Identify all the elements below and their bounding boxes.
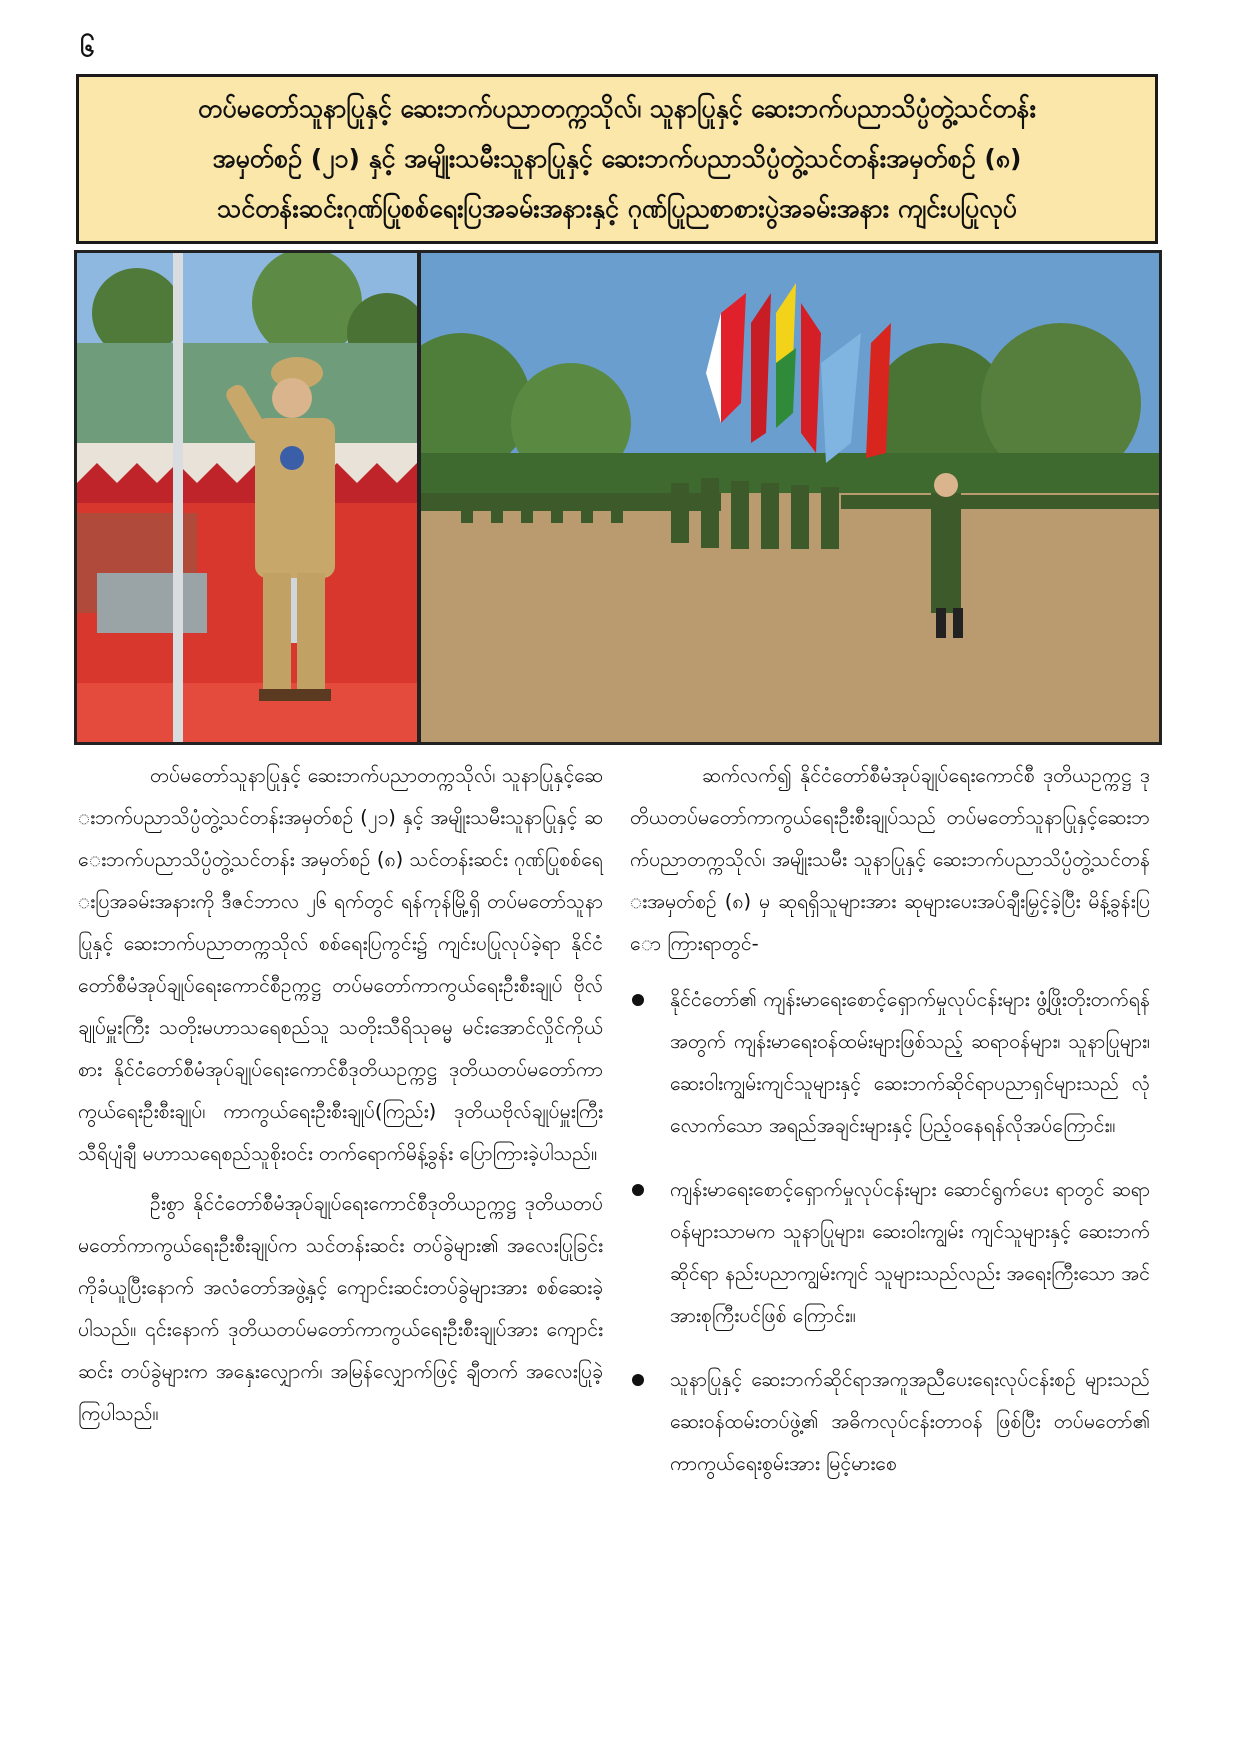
article-paragraph: ဦးစွာ နိုင်ငံတော်စီမံအုပ်ချုပ်ရေးကောင်စီဒုတိယဥက္ကဋ္ဌ ဒုတိယတပ်မတော်ကာကွယ်ရေးဦးစီးချုပ်က သင်တန်းဆင်း တပ်ခွဲများ၏ အလေးပြုခြင်းကိုခံယူပြီးနောက် အလံတော်အဖွဲ့နှင့် ကျောင်းဆင်းတပ်ခွဲများအား စစ်ဆေးခဲ့ပါသည်။ ၎င်းနောက် ဒုတိယတပ်မတော်ကာကွယ်ရေးဦးစီးချုပ်အား ကျောင်းဆင်း တပ်ခွဲများက အနှေးလျှောက်၊ အမြန်လျှောက်ဖြင့် ချီတက် အလေးပြုခဲ့ကြပါသည်။ [78,1192,603,1425]
photo-strip [74,250,1162,745]
bullet-icon [632,994,644,1006]
left-column [78,755,603,1443]
speech-point-text: နိုင်ငံတော်၏ ကျန်းမာရေးစောင့်ရှောက်မှုလုပ်ငန်းများ ဖွံ့ဖြိုးတိုးတက်ရန်အတွက် ကျန်းမာရေးဝန်ထမ်းများဖြစ်သည့် ဆရာဝန်များ၊ သူနာပြုများ၊ ဆေးဝါးကျွမ်းကျင်သူများနှင့် ဆေးဘက်ဆိုင်ရာပညာရှင်များသည် လုံလောက်သော အရည်အချင်းများနှင့် ပြည့်ဝနေရန်လိုအပ်ကြောင်း။ [670,988,1150,1137]
headline-line: တပ်မတော်သူနာပြုနှင့် ဆေးဘက်ပညာတက္ကသိုလ်၊ သူနာပြုနှင့် ဆေးဘက်ပညာသိပ္ပံတွဲ့သင်တန်း [198,94,1036,123]
speech-point-text: သူနာပြုနှင့် ဆေးဘက်ဆိုင်ရာအကူအညီပေးရေးလုပ်ငန်းစဉ် များသည် ဆေးဝန်ထမ်းတပ်ဖွဲ့၏ အဓိကလုပ်ငန်းတာဝန် ဖြစ်ပြီး တပ်မတော်၏ ကာကွယ်ရေးစွမ်းအား မြင့်မားစေ [670,1368,1150,1475]
bullet-icon [632,1184,644,1196]
speech-points-list [630,979,1150,1485]
parade-illustration [421,253,1159,742]
speech-point-text: ကျန်းမာရေးစောင့်ရှောက်မှုလုပ်ငန်းများ ဆောင်ရွက်ပေး ရာတွင် ဆရာဝန်များသာမက သူနာပြုများ၊ ဆေးဝါးကျွမ်း ကျင်သူများနှင့် ဆေးဘက်ဆိုင်ရာ နည်းပညာကျွမ်းကျင် သူများသည်လည်း အရေးကြီးသော အင်အားစုကြီးပင်ဖြစ် ကြောင်း။ [670,1178,1150,1327]
article-paragraph: တပ်မတော်သူနာပြုနှင့် ဆေးဘက်ပညာတက္ကသိုလ်၊ သူနာပြုနှင့်ဆေးဘက်ပညာသိပ္ပံတွဲ့သင်တန်းအမှတ်စဉ် (၂၁) နှင့် အမျိုးသမီးသူနာပြုနှင့် ဆေးဘက်ပညာသိပ္ပံတွဲ့သင်တန်း အမှတ်စဉ် (၈) သင်တန်းဆင်း ဂုဏ်ပြုစစ်ရေးပြအခမ်းအနားကို ဒီဇင်ဘာလ ၂၆ ရက်တွင် ရန်ကုန်မြို့ရှိ တပ်မတော်သူနာပြုနှင့် ဆေးဘက်ပညာတက္ကသိုလ် စစ်ရေးပြကွင်း၌ ကျင်းပပြုလုပ်ခဲ့ရာ နိုင်ငံတော်စီမံအုပ်ချုပ်ရေးကောင်စီဥက္ကဋ္ဌ တပ်မတော်ကာကွယ်ရေးဦးစီးချုပ် ဗိုလ်ချုပ်မှူးကြီး သတိုးမဟာသရေစည်သူ သတိုးသီရိသုဓမ္မ မင်းအောင်လှိုင်ကိုယ်စား နိုင်ငံတော်စီမံအုပ်ချုပ်ရေးကောင်စီဒုတိယဥက္ကဋ္ဌ ဒုတိယတပ်မတော်ကာကွယ်ရေးဦးစီးချုပ်၊ ကာကွယ်ရေးဦးစီးချုပ်(ကြည်း) ဒုတိယဗိုလ်ချုပ်မှူးကြီး သီရိပျံချီ မဟာသရေစည်သူစိုးဝင်း တက်ရောက်မိန့်ခွန်း ပြောကြားခဲ့ပါသည်။ [78,764,603,1165]
speech-point [630,1169,1150,1337]
speech-point [630,1359,1150,1485]
bullet-icon [632,1374,644,1386]
saluting-officer-illustration [77,253,417,742]
speech-point [630,979,1150,1147]
page-number: ၆ [80,33,95,63]
right-column [630,755,1150,1507]
photo-parade-flags [421,253,1159,742]
headline-line: အမှတ်စဉ် (၂၁) နှင့် အမျိုးသမီးသူနာပြုနှင့် ဆေးဘက်ပညာသိပ္ပံတွဲ့သင်တန်းအမှတ်စဉ် (၈) [212,144,1022,173]
headline-box [76,74,1158,244]
headline-line: သင်တန်းဆင်းဂုဏ်ပြုစစ်ရေးပြအခမ်းအနားနှင့် ဂုဏ်ပြုညစာစားပွဲအခမ်းအနား ကျင်းပပြုလုပ် [217,194,1017,223]
photo-saluting-officer [77,253,417,742]
article-paragraph: ဆက်လက်၍ နိုင်ငံတော်စီမံအုပ်ချုပ်ရေးကောင်စီ ဒုတိယဥက္ကဋ္ဌ ဒုတိယတပ်မတော်ကာကွယ်ရေးဦးစီးချုပ်သည် တပ်မတော်သူနာပြုနှင့်ဆေးဘက်ပညာတက္ကသိုလ်၊ အမျိုးသမီး သူနာပြုနှင့် ဆေးဘက်ပညာသိပ္ပံတွဲ့သင်တန်းအမှတ်စဉ် (၈) မှ ဆုရရှိသူများအား ဆုများပေးအပ်ချီးမြှင့်ခဲ့ပြီး မိန့်ခွန်းပြော ကြားရာတွင်- [630,764,1150,955]
